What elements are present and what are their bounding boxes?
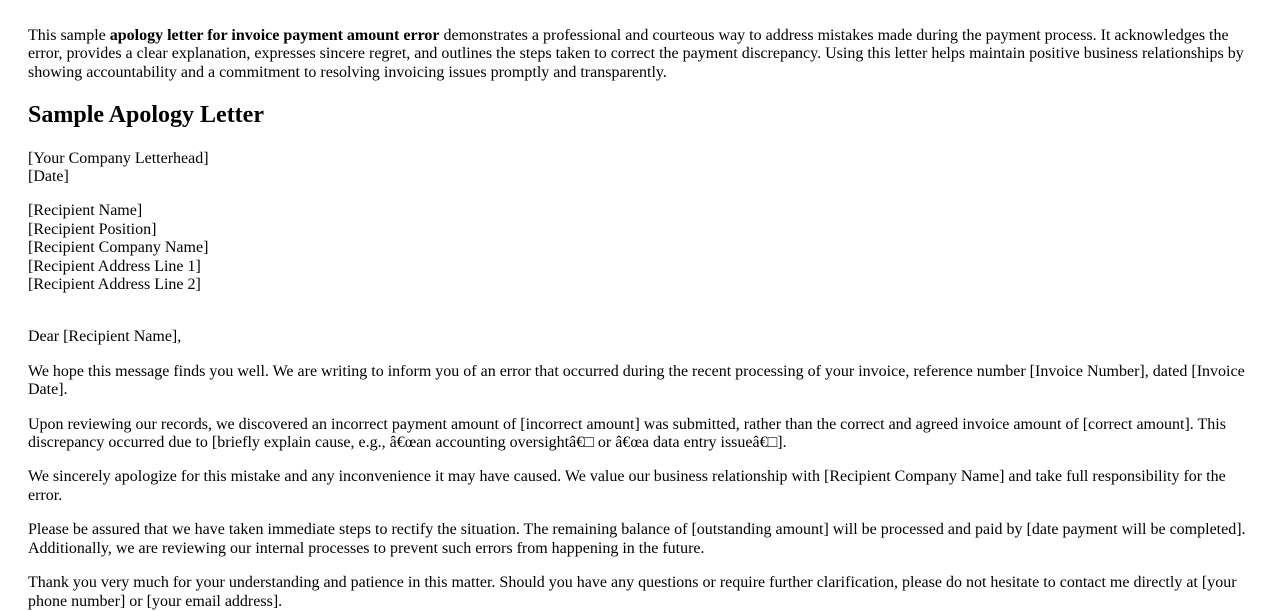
page-title: Sample Apology Letter: [28, 102, 264, 129]
letter-paragraph: Please be assured that we have taken immediate steps to rectify the situation. The remaining balance of [outstanding amount] will be processed and paid by [date payment will be completed]. Additionally, we are reviewing our internal processes to prevent such errors from happening in the future.: [28, 521, 1246, 557]
letter-paragraph: We hope this message finds you well. We are writing to inform you of an error that occurred during the recent processing of your invoice, reference number [Invoice Number], dated [Invoice Date].: [28, 362, 1245, 399]
letter-paragraph: Upon reviewing our records, we discovered an incorrect payment amount of [incorrect amount] was submitted, rather than the correct and agreed invoice amount of [correct amount]. This discrepancy occurred due to [briefly explain cause, e.g., â€œan accounting oversightâ€□ or â€œa data entry issueâ€□].: [28, 415, 1226, 452]
recipient-position-line: [Recipient Position]: [28, 220, 157, 238]
recipient-address-line-1: [Recipient Address Line 1]: [28, 257, 201, 275]
recipient-company-line: [Recipient Company Name]: [28, 239, 209, 257]
intro-text-prefix: This sample: [28, 27, 110, 44]
date-line: [Date]: [28, 168, 69, 185]
letter-paragraph: We sincerely apologize for this mistake and any inconvenience it may have caused. We value our business relationship with [Recipient Company Name] and take full responsibility for the error.: [28, 468, 1226, 504]
intro-paragraph: [28, 27, 1248, 82]
letter-paragraph: Thank you very much for your understanding and patience in this matter. Should you have any questions or require further clarification, please do not hesitate to contact me directly at [your phone number] or [your email address].: [28, 574, 1237, 610]
letterhead-block: [28, 150, 1248, 187]
salutation: Dear [Recipient Name],: [28, 328, 182, 346]
recipient-block: [28, 202, 1248, 294]
intro-text-suffix: demonstrates a professional and courteous way to address mistakes made during the payment process. It acknowledges the error, provides a clear explanation, expresses sincere regret, and outlines the steps taken to correct the payment discrepancy. Using this letter helps maintain positive business relationships by showing accountability and a commitment to resolving invoicing issues promptly and transparently.: [28, 27, 1244, 81]
recipient-name-line: [Recipient Name]: [28, 202, 143, 220]
letterhead-line: [Your Company Letterhead]: [28, 149, 209, 167]
recipient-address-line-2: [Recipient Address Line 2]: [28, 276, 201, 294]
intro-bold-keyword: apology letter for invoice payment amount error: [109, 27, 440, 44]
